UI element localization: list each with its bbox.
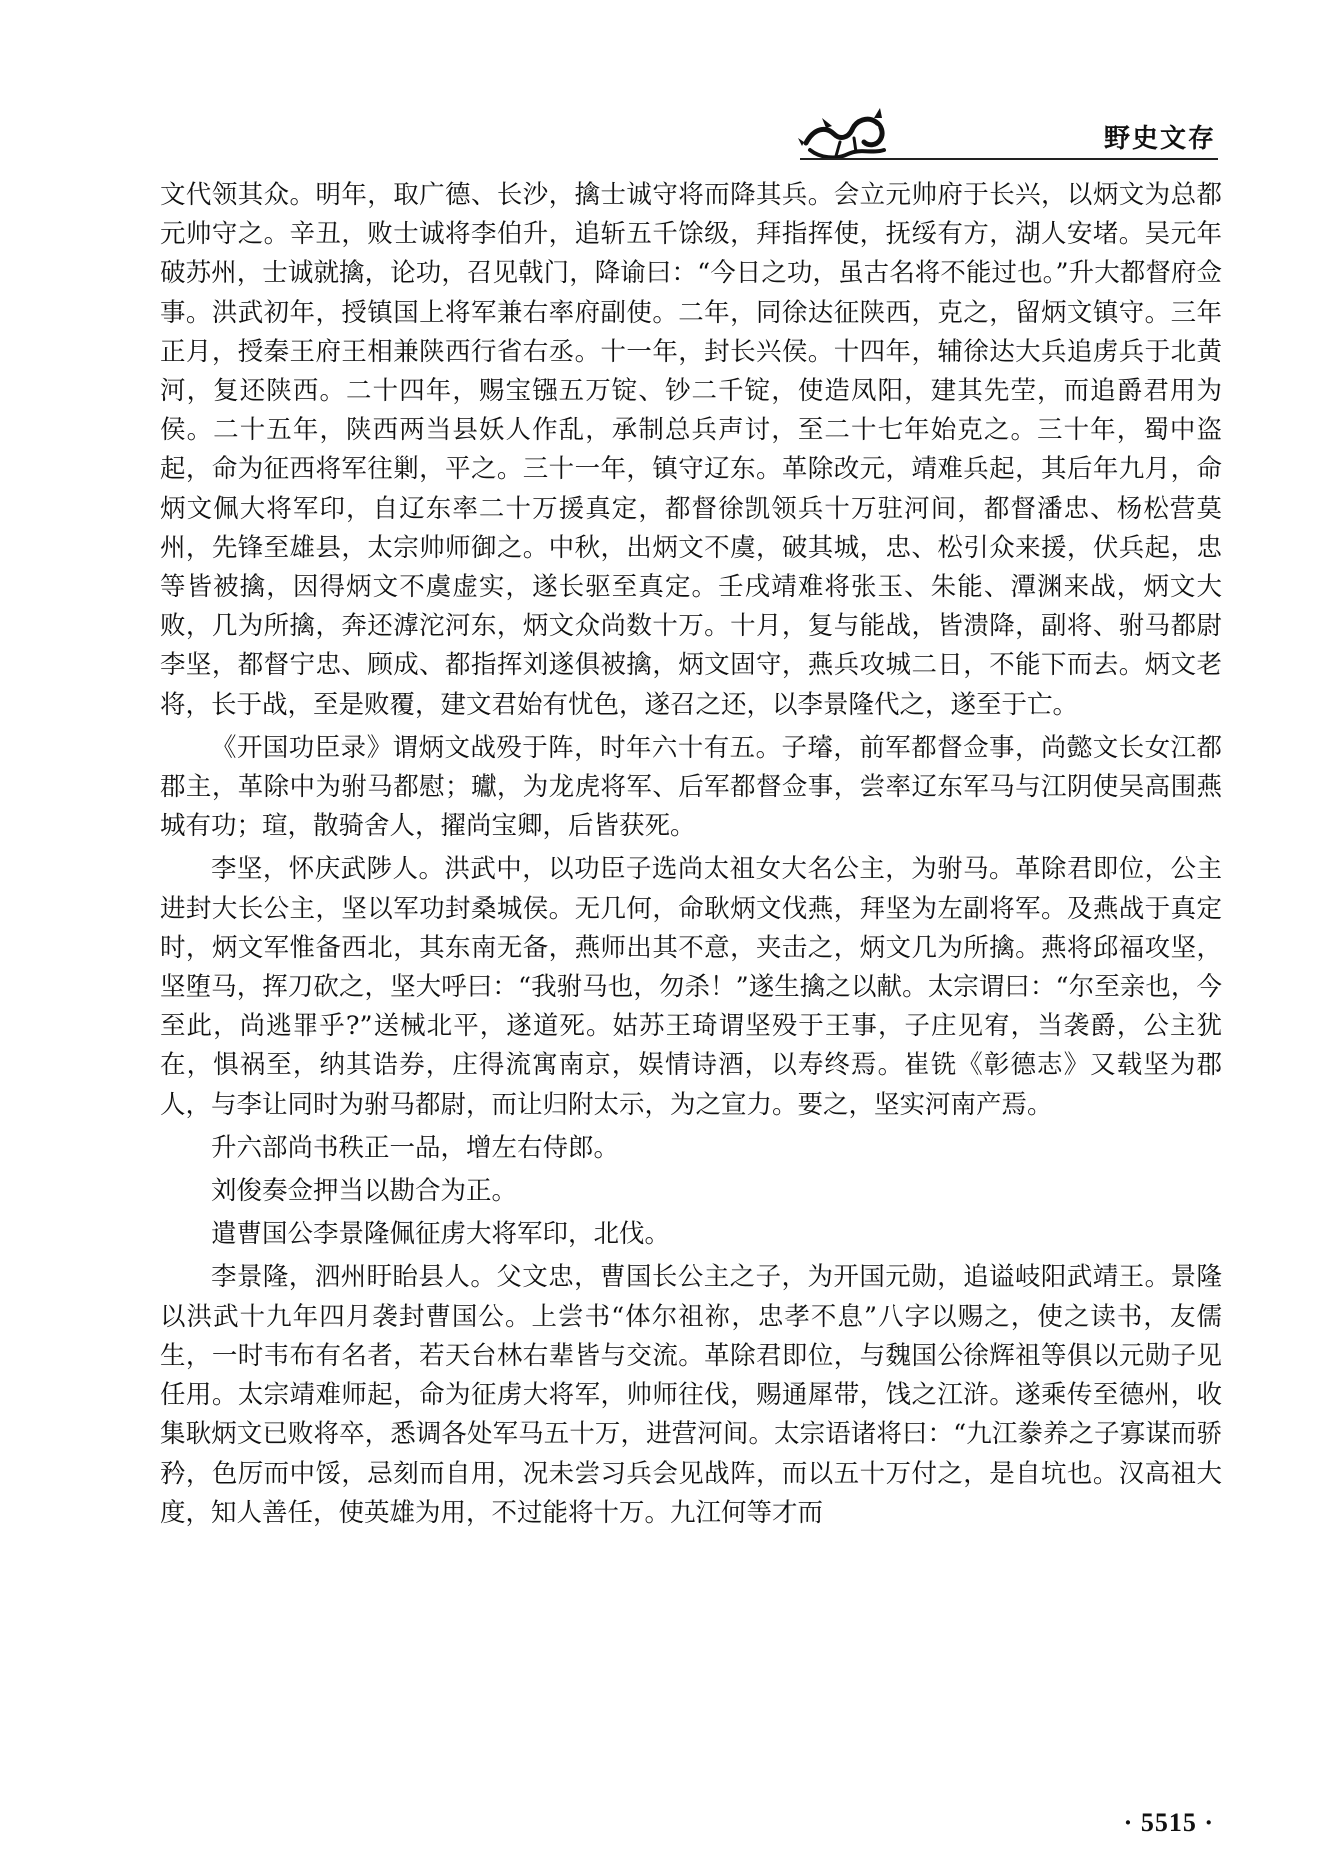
paragraph: 遣曹国公李景隆佩征虏大将军印，北伐。: [211, 1219, 671, 1250]
body-text: [160, 176, 1222, 1537]
paragraph: 升六部尚书秩正一品，增左右侍郎。: [211, 1132, 620, 1163]
paragraph: 李坚，怀庆武陟人。洪武中，以功臣子选尚太祖女大名公主，为驸马。革除君即位，公主进封大长公主，坚以军功封桑城侯。无几何，命耿炳文伐燕，拜坚为左副将军。及燕战于真定时，炳文军惟备西北，其东南无备，燕师出其不意，夹击之，炳文几为所擒。燕将邱福攻坚，坚堕马，挥刀砍之，坚大呼曰：“我驸马也，勿杀！”遂生擒之以献。太宗谓曰：“尔至亲也，今至此，尚逃罪乎?”送械北平，遂道死。姑苏王琦谓坚殁于王事，子庄见宥，当袭爵，公主犹在，惧祸至，纳其诰券，庄得流寓南京，娱情诗酒，以寿终焉。崔铣《彰德志》又载坚为郡人，与李让同时为驸马都尉，而让归附太示，为之宣力。要之，坚实河南产焉。: [160, 854, 1222, 1120]
series-title: 野史文存: [1103, 124, 1216, 154]
page-number: · 5515 ·: [1123, 1808, 1214, 1837]
paragraph: 文代领其众。明年，取广德、长沙，擒士诚守将而降其兵。会立元帅府于长兴，以炳文为总都元帅守之。辛丑，败士诚将李伯升，追斩五千馀级，拜指挥使，抚绥有方，湖人安堵。吴元年破苏州，士诚就擒，论功，召见戟门，降谕曰：“今日之功，虽古名将不能过也。”升大都督府佥事。洪武初年，授镇国上将军兼右率府副使。二年，同徐达征陕西，克之，留炳文镇守。三年正月，授秦王府王相兼陕西行省右丞。十一年，封长兴侯。十四年，辅徐达大兵追虏兵于北黄河，复还陕西。二十四年，赐宝镪五万锭、钞二千锭，使造凤阳，建其先茔，而追爵君用为侯。二十五年，陕西两当县妖人作乱，承制总兵声讨，至二十七年始克之。三十年，蜀中盗起，命为征西将军往剿，平之。三十一年，镇守辽东。革除改元，靖难兵起，其后年九月，命炳文佩大将军印，自辽东率二十万援真定，都督徐凯领兵十万驻河间，都督潘忠、杨松营莫州，先锋至雄县，太宗帅师御之。中秋，出炳文不虞，破其城，忠、松引众来援，伏兵起，忠等皆被擒，因得炳文不虞虚实，遂长驱至真定。壬戌靖难将张玉、朱能、潭渊来战，炳文大败，几为所擒，奔还滹沱河东，炳文众尚数十万。十月，复与能战，皆溃降，副将、驸马都尉李坚，都督宁忠、顾成、都指挥刘遂俱被擒，炳文固守，燕兵攻城二日，不能下而去。炳文老将，长于战，至是败覆，建文君始有忧色，遂召之还，以李景隆代之，遂至于亡。: [160, 180, 1222, 720]
paragraph: 李景隆，泗州盱眙县人。父文忠，曹国长公主之子，为开国元勋，追谥岐阳武靖王。景隆以洪武十九年四月袭封曹国公。上尝书“体尔祖祢，忠孝不息”八字以赐之，使之读书，友儒生，一时韦布有名者，若天台林右辈皆与交流。革除君即位，与魏国公徐辉祖等俱以元勋子见任用。太宗靖难师起，命为征虏大将军，帅师往伐，赐通犀带，饯之江浒。遂乘传至德州，收集耿炳文已败将卒，悉调各处军马五十万，进营河间。太宗语诸将曰：“九江豢养之子寡谋而骄矜，色厉而中馁，忌刻而自用，况未尝习兵会见战阵，而以五十万付之，是自坑也。汉高祖大度，知人善任，使英雄为用，不过能将十万。九江何等才而: [160, 1262, 1222, 1528]
paragraph: 刘俊奏佥押当以勘合为正。: [211, 1176, 518, 1207]
header-rule: [800, 158, 1218, 160]
paragraph: 《开国功臣录》谓炳文战殁于阵，时年六十有五。子璿，前军都督佥事，尚懿文长女江都郡主，革除中为驸马都慰；瓛，为龙虎将军、后军都督佥事，尝率辽东军马与江阴使吴高围燕城有功；瑄，散骑舍人，擢尚宝卿，后皆获死。: [160, 732, 1222, 842]
